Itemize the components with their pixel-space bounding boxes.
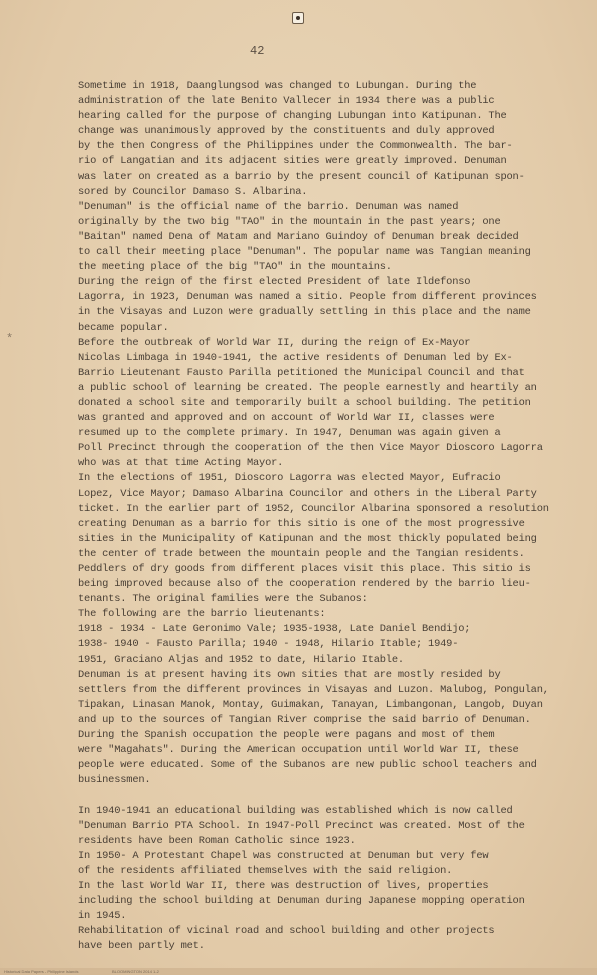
text-line: 1918 - 1934 - Late Geronimo Vale; 1935-1938, Late Daniel Bendijo; <box>78 623 471 636</box>
text-line: the center of trade between the mountain people and the Tangian residents. <box>78 547 525 560</box>
text-line: change was unanimously approved by the constituents and duly approved <box>78 125 495 138</box>
text-line: resumed up to the complete primary. In 1947, Denuman was again given a <box>78 427 501 440</box>
text-line: were "Magahats". During the American occupation until World War II, these <box>78 744 519 757</box>
text-line: of the residents affiliated themselves with the said religion. <box>78 864 453 877</box>
text-line: In the last World War II, there was destruction of lives, properties <box>78 879 489 892</box>
text-line: was later on created as a barrio by the present council of Katipunan spon- <box>78 170 525 183</box>
text-line: 1938- 1940 - Fausto Parilla; 1940 - 1948, Hilario Itable; 1949- <box>78 638 459 651</box>
text-line: Sometime in 1918, Daanglungsod was changed to Lubungan. During the <box>78 80 477 92</box>
text-line <box>78 788 538 803</box>
text-line: including the school building at Denuman during Japanese mopping operation <box>78 895 525 908</box>
text-line: Denuman is at present having its own sities that are mostly resided by <box>78 668 501 681</box>
text-line: During the Spanish occupation the people were pagans and most of them <box>78 729 495 742</box>
text-line: was granted and approved and on account of World War II, classes were <box>78 412 495 425</box>
text-line: being improved because also of the cooperation rendered by the barrio lieu- <box>78 578 531 591</box>
text-line: and up to the sources of Tangian River comprise the said barrio of Denuman. <box>78 713 531 726</box>
text-line: residents have been Roman Catholic since 1923. <box>78 834 356 847</box>
page-number: 42 <box>250 44 265 58</box>
document-body <box>78 79 549 954</box>
text-line: settlers from the different provinces in Visayas and Luzon. Malubog, Pongulan, <box>78 683 549 696</box>
text-line: creating Denuman as a barrio for this sitio is one of the most progressive <box>78 517 525 530</box>
text-line: Lopez, Vice Mayor; Damaso Albarina Councilor and others in the Liberal Party <box>78 487 537 500</box>
text-line: in the Visayas and Luzon were gradually settling in this place and the name <box>78 306 531 319</box>
text-line: rio of Langatian and its adjacent sities were greatly improved. Denuman <box>78 155 507 168</box>
text-line: "Baitan" named Dena of Matam and Mariano Guindoy of Denuman break decided <box>78 230 519 243</box>
text-line: businessmen. <box>78 774 151 787</box>
text-line: originally by the two big "TAO" in the mountain in the past years; one <box>78 215 501 228</box>
text-line: to call their meeting place "Denuman". The popular name was Tangian meaning <box>78 246 531 259</box>
margin-mark: * <box>6 332 14 346</box>
text-line: Poll Precinct through the cooperation of the then Vice Mayor Dioscoro Lagorra <box>78 442 543 455</box>
text-line: sities in the Municipality of Katipunan and the most thickly populated being <box>78 532 537 545</box>
text-line: tenants. The original families were the Subanos: <box>78 593 368 606</box>
text-line: Barrio Lieutenant Fausto Parilla petitioned the Municipal Council and that <box>78 366 525 379</box>
text-line: "Denuman Barrio PTA School. In 1947-Poll Precinct was created. Most of the <box>78 819 525 832</box>
text-line: who was at that time Acting Mayor. <box>78 457 284 470</box>
text-line: The following are the barrio lieutenants: <box>78 608 326 621</box>
text-line: donated a school site and temporarily built a school building. The petition <box>78 396 531 409</box>
text-line: Rehabilitation of vicinal road and school building and other projects <box>78 925 495 938</box>
text-line: the meeting place of the big "TAO" in the mountains. <box>78 261 392 274</box>
text-line: Before the outbreak of World War II, during the reign of Ex-Mayor <box>78 336 471 349</box>
text-line: Lagorra, in 1923, Denuman was named a sitio. People from different provinces <box>78 291 537 304</box>
text-line: a public school of learning be created. The people earnestly and heartily an <box>78 381 537 394</box>
text-line: hearing called for the purpose of changing Lubungan into Katipunan. The <box>78 110 507 123</box>
footer-right: BLOOMINGTON 2014 1-2 <box>112 969 159 974</box>
text-line: in 1945. <box>78 910 127 923</box>
text-line: Tipakan, Linasan Manok, Montay, Guimakan, Tanayan, Limbangonan, Langob, Duyan <box>78 698 543 711</box>
text-line: by the then Congress of the Philippines under the Commonwealth. The bar- <box>78 140 513 153</box>
text-line: sored by Councilor Damaso S. Albarina. <box>78 185 308 198</box>
text-line: In 1950- A Protestant Chapel was constructed at Denuman but very few <box>78 849 489 862</box>
text-line: became popular. <box>78 321 169 334</box>
text-line: During the reign of the first elected President of late Ildefonso <box>78 276 471 289</box>
text-line: In the elections of 1951, Dioscoro Lagorra was elected Mayor, Eufracio <box>78 472 501 485</box>
text-line: ticket. In the earlier part of 1952, Councilor Albarina sponsored a resolution <box>78 502 549 515</box>
text-line: people were educated. Some of the Subanos are new public school teachers and <box>78 759 537 772</box>
text-line: "Denuman" is the official name of the barrio. Denuman was named <box>78 200 459 213</box>
text-line: administration of the late Benito Vallecer in 1934 there was a public <box>78 95 495 108</box>
text-line: Peddlers of dry goods from different places visit this place. This sitio is <box>78 563 531 575</box>
text-line: Nicolas Limbaga in 1940-1941, the active residents of Denuman led by Ex- <box>78 351 513 364</box>
text-line: have been partly met. <box>78 940 205 953</box>
footer-left: Historical Data Papers - Philippine Islands <box>4 969 79 974</box>
bottom-strip <box>0 968 597 975</box>
text-line: In 1940-1941 an educational building was established which is now called <box>78 804 513 817</box>
text-line: 1951, Graciano Aljas and 1952 to date, Hilario Itable. <box>78 653 404 666</box>
punch-hole-icon <box>292 12 304 24</box>
